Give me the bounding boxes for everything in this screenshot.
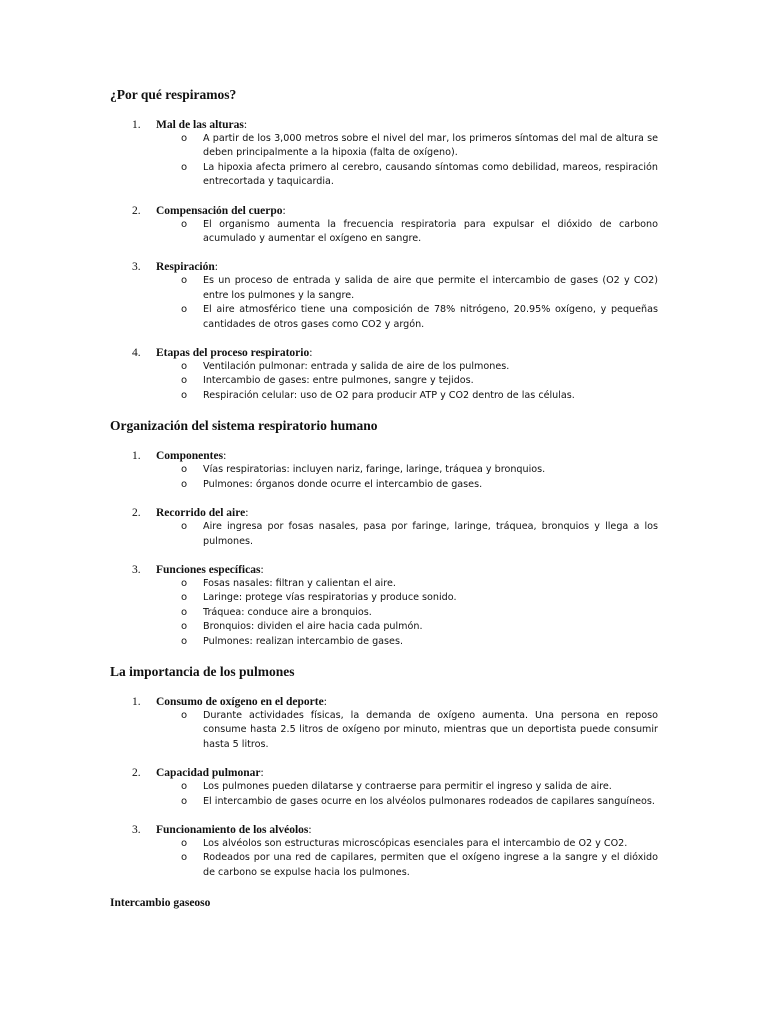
topic-item bbox=[110, 118, 658, 190]
bullet-list bbox=[110, 709, 658, 752]
bullet-item bbox=[110, 389, 658, 403]
section-title: La importancia de los pulmones bbox=[110, 663, 295, 679]
bullet-marker: o bbox=[181, 709, 188, 721]
topic-number: 1. bbox=[132, 119, 141, 131]
bullet-text: Tráquea: conduce aire a bronquios. bbox=[203, 606, 372, 618]
topic-colon: : bbox=[223, 450, 227, 463]
bullet-item bbox=[110, 851, 658, 880]
bullet-item bbox=[110, 360, 658, 374]
bullet-marker: o bbox=[181, 375, 188, 387]
final-heading: Intercambio gaseoso bbox=[110, 897, 211, 910]
bullet-list bbox=[110, 463, 658, 492]
bullet-text: Aire ingresa por fosas nasales, pasa por faringe, laringe, tráquea, bronquios y llega a los pulmones. bbox=[203, 521, 658, 547]
bullet-item bbox=[110, 463, 658, 477]
topic-heading bbox=[110, 118, 658, 132]
bullet-marker: o bbox=[181, 621, 188, 633]
bullet-item bbox=[110, 478, 658, 492]
bullet-marker: o bbox=[181, 635, 188, 647]
topic-item bbox=[110, 506, 658, 549]
topic-list bbox=[110, 118, 658, 403]
topic-number: 3. bbox=[132, 563, 141, 576]
bullet-list bbox=[110, 360, 658, 403]
topic-heading bbox=[110, 506, 658, 520]
topic-title: Mal de las alturas bbox=[156, 119, 244, 131]
topic-number: 1. bbox=[132, 695, 141, 708]
bullet-list bbox=[110, 577, 658, 649]
topic-heading bbox=[110, 449, 658, 463]
topic-item bbox=[110, 346, 658, 403]
bullet-marker: o bbox=[181, 837, 188, 849]
topic-title: Componentes bbox=[156, 450, 224, 463]
bullet-text: Rodeados por una red de capilares, permiten que el oxígeno ingrese a la sangre y el dióxido de carbono se expulse hacia los pulmones. bbox=[203, 852, 658, 878]
bullet-marker: o bbox=[181, 218, 188, 230]
bullet-marker: o bbox=[181, 464, 188, 476]
topic-heading bbox=[110, 260, 658, 274]
topic-item bbox=[110, 695, 658, 752]
bullet-text: A partir de los 3,000 metros sobre el nivel del mar, los primeros síntomas del mal de altura se deben principalmente a la hipoxia (falta de oxígeno). bbox=[203, 133, 658, 159]
bullet-list bbox=[110, 520, 658, 549]
bullet-item bbox=[110, 577, 658, 591]
bullet-marker: o bbox=[181, 161, 188, 173]
bullet-text: El aire atmosférico tiene una composición de 78% nitrógeno, 20.95% oxígeno, y pequeñas cantidades de otros gases como CO2 y argón. bbox=[203, 304, 658, 330]
bullet-text: Los alvéolos son estructuras microscópicas esenciales para el intercambio de O2 y CO2. bbox=[203, 837, 628, 849]
bullet-item bbox=[110, 218, 658, 247]
topic-number: 3. bbox=[132, 261, 141, 274]
bullet-text: Ventilación pulmonar: entrada y salida de aire de los pulmones. bbox=[203, 361, 510, 373]
bullet-text: Intercambio de gases: entre pulmones, sangre y tejidos. bbox=[203, 375, 474, 387]
topic-list bbox=[110, 449, 658, 649]
bullet-text: El intercambio de gases ocurre en los alvéolos pulmonares rodeados de capilares sanguíneos. bbox=[203, 795, 655, 807]
bullet-item bbox=[110, 795, 658, 809]
bullet-item bbox=[110, 274, 658, 303]
bullet-marker: o bbox=[181, 795, 188, 807]
topic-heading bbox=[110, 563, 658, 577]
bullet-item bbox=[110, 606, 658, 620]
bullet-text: Es un proceso de entrada y salida de aire que permite el intercambio de gases (O2 y CO2) entre los pulmones y la sangre. bbox=[203, 275, 658, 301]
topic-colon: : bbox=[243, 119, 248, 131]
bullet-text: Bronquios: dividen el aire hacia cada pulmón. bbox=[203, 621, 423, 633]
bullet-text: La hipoxia afecta primero al cerebro, causando síntomas como debilidad, mareos, respiración entrecortada y taquicardia. bbox=[203, 161, 658, 188]
section bbox=[110, 417, 658, 649]
topic-title: Recorrido del aire bbox=[156, 507, 246, 520]
bullet-item bbox=[110, 303, 658, 332]
topic-item bbox=[110, 449, 658, 492]
bullet-item bbox=[110, 374, 658, 388]
bullet-item bbox=[110, 520, 658, 549]
document-page bbox=[110, 86, 658, 926]
bullet-text: Pulmones: realizan intercambio de gases. bbox=[203, 635, 404, 647]
topic-title: Compensación del cuerpo bbox=[156, 204, 283, 217]
topic-item bbox=[110, 823, 658, 880]
bullet-marker: o bbox=[181, 361, 188, 373]
bullet-marker: o bbox=[181, 781, 188, 793]
topic-item bbox=[110, 766, 658, 809]
bullet-item bbox=[110, 161, 658, 190]
topic-title: Funcionamiento de los alvéolos bbox=[156, 823, 309, 836]
bullet-marker: o bbox=[181, 577, 188, 589]
bullet-text: Vías respiratorias: incluyen nariz, faringe, laringe, tráquea y bronquios. bbox=[203, 464, 546, 476]
bullet-item bbox=[110, 837, 658, 851]
section-title: ¿Por qué respiramos? bbox=[110, 87, 237, 102]
bullet-text: Durante actividades físicas, la demanda de oxígeno aumenta. Una persona en reposo consume hasta 2.5 litros de oxígeno por minuto, mientras que un deportista puede consumir hasta 5 litros. bbox=[203, 709, 658, 750]
topic-item bbox=[110, 260, 658, 332]
topic-heading bbox=[110, 766, 658, 780]
topic-colon: : bbox=[282, 204, 286, 217]
topic-number: 2. bbox=[132, 507, 141, 520]
bullet-marker: o bbox=[181, 478, 188, 490]
topic-colon: : bbox=[214, 261, 218, 274]
topic-title: Etapas del proceso respiratorio bbox=[156, 347, 310, 360]
bullet-marker: o bbox=[181, 133, 188, 144]
topic-heading bbox=[110, 346, 658, 360]
bullet-item bbox=[110, 132, 658, 161]
topic-colon: : bbox=[260, 767, 264, 780]
bullet-text: El organismo aumenta la frecuencia respiratoria para expulsar el dióxido de carbono acumulado y aumentar el oxígeno en sangre. bbox=[203, 218, 658, 245]
topic-number: 4. bbox=[132, 347, 141, 360]
topic-item bbox=[110, 204, 658, 247]
topic-title: Consumo de oxígeno en el deporte bbox=[156, 695, 324, 708]
topic-list bbox=[110, 695, 658, 880]
topic-title: Capacidad pulmonar bbox=[156, 767, 261, 780]
bullet-marker: o bbox=[181, 304, 188, 316]
topic-colon: : bbox=[245, 507, 249, 520]
topic-title: Funciones específicas bbox=[156, 563, 261, 576]
bullet-text: Respiración celular: uso de O2 para producir ATP y CO2 dentro de las células. bbox=[203, 389, 575, 401]
topic-colon: : bbox=[309, 347, 313, 360]
topic-number: 2. bbox=[132, 767, 141, 780]
topic-heading bbox=[110, 204, 658, 218]
bullet-list bbox=[110, 837, 658, 880]
bullet-item bbox=[110, 635, 658, 649]
topic-colon: : bbox=[260, 563, 264, 576]
bullet-list bbox=[110, 780, 658, 809]
bullet-text: Fosas nasales: filtran y calientan el aire. bbox=[203, 577, 396, 589]
topic-heading bbox=[110, 695, 658, 709]
section-title: Organización del sistema respiratorio humano bbox=[110, 418, 378, 434]
topic-title: Respiración bbox=[156, 261, 215, 274]
topic-number: 1. bbox=[132, 450, 141, 463]
topic-colon: : bbox=[323, 695, 327, 708]
bullet-marker: o bbox=[181, 592, 188, 604]
bullet-list bbox=[110, 218, 658, 247]
topic-colon: : bbox=[308, 823, 312, 836]
bullet-item bbox=[110, 780, 658, 794]
bullet-marker: o bbox=[181, 389, 188, 401]
bullet-text: Laringe: protege vías respiratorias y produce sonido. bbox=[203, 592, 457, 604]
bullet-item bbox=[110, 709, 658, 752]
bullet-list bbox=[110, 274, 658, 332]
bullet-marker: o bbox=[181, 606, 188, 618]
topic-item bbox=[110, 563, 658, 649]
section bbox=[110, 86, 658, 403]
bullet-marker: o bbox=[181, 275, 188, 287]
topic-number: 3. bbox=[132, 823, 141, 836]
bullet-marker: o bbox=[181, 852, 188, 864]
topic-heading bbox=[110, 823, 658, 837]
bullet-text: Pulmones: órganos donde ocurre el intercambio de gases. bbox=[203, 478, 483, 490]
bullet-text: Los pulmones pueden dilatarse y contraerse para permitir el ingreso y salida de aire. bbox=[203, 781, 612, 793]
bullet-item bbox=[110, 591, 658, 605]
bullet-marker: o bbox=[181, 521, 188, 533]
section bbox=[110, 663, 658, 880]
topic-number: 2. bbox=[132, 204, 141, 217]
bullet-item bbox=[110, 620, 658, 634]
bullet-list bbox=[110, 132, 658, 190]
